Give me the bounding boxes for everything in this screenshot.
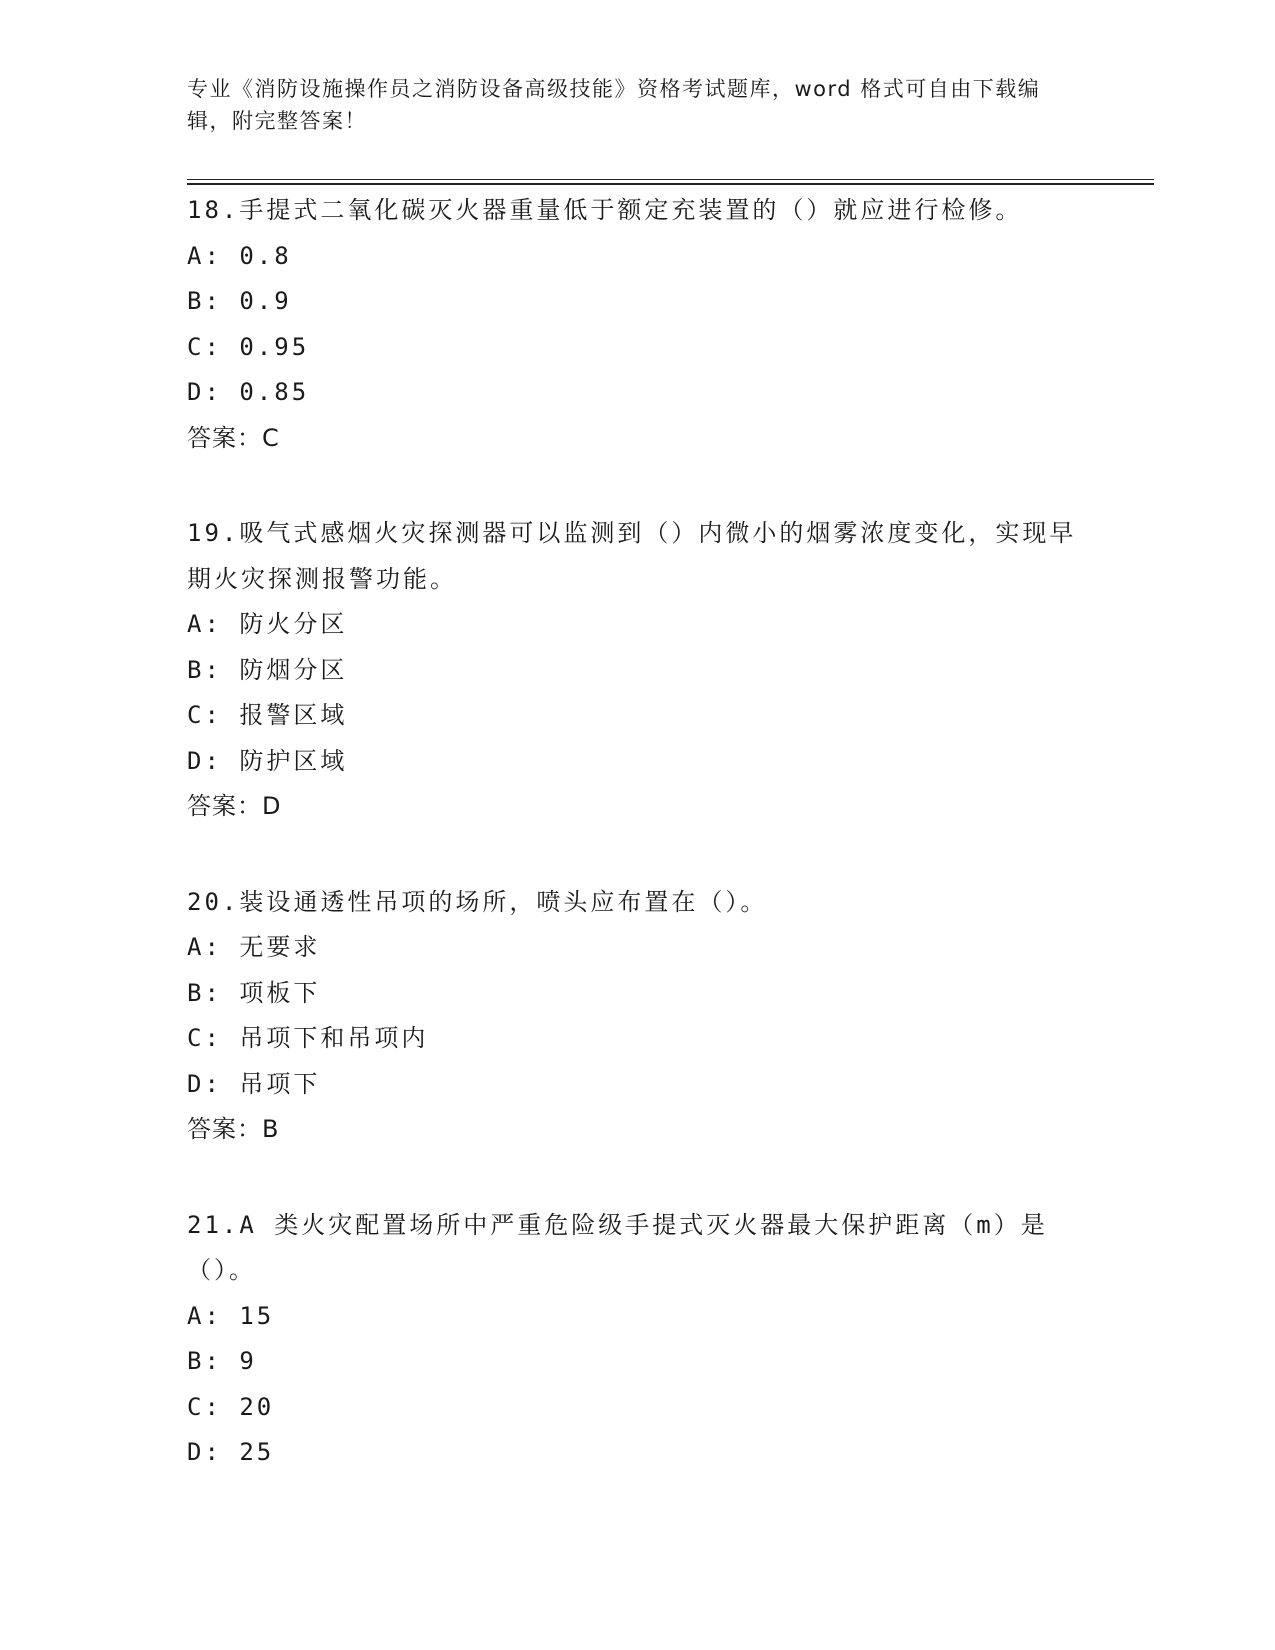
question-text: 18.手提式二氧化碳灭火器重量低于额定充装置的（）就应进行检修。	[187, 196, 1023, 224]
answer-line: 答案：B	[187, 1115, 280, 1143]
header-text: 专业《消防设施操作员之消防设备高级技能》资格考试题库，word 格式可自由下载编辑，附完整答案！	[187, 77, 1041, 133]
question-21	[187, 1203, 1087, 1476]
question-text: 19.吸气式感烟火灾探测器可以监测到（）内微小的烟雾浓度变化，实现早期火灾探测报警功能。	[187, 519, 1077, 593]
option-b: B: 0.9	[187, 287, 292, 315]
question-text: 21.A 类火灾配置场所中严重危险级手提式灭火器最大保护距离（m）是（）。	[187, 1210, 1048, 1284]
question-18	[187, 188, 1087, 461]
document-header	[187, 73, 1067, 137]
option-a: A: 防火分区	[187, 610, 348, 638]
option-a: A: 0.8	[187, 241, 292, 270]
option-d: D: 25	[187, 1438, 275, 1466]
option-d: D: 防护区域	[187, 746, 348, 775]
answer-line: 答案：C	[187, 423, 280, 452]
question-20	[187, 880, 1087, 1153]
option-a: A: 15	[187, 1301, 275, 1330]
option-c: C: 0.95	[187, 332, 310, 361]
option-c: C: 20	[187, 1392, 275, 1421]
question-list	[187, 188, 1087, 1526]
header-divider-thick	[187, 183, 1154, 185]
option-b: B: 项板下	[187, 978, 321, 1007]
option-c: C: 吊项下和吊项内	[187, 1024, 429, 1052]
option-c: C: 报警区域	[187, 701, 348, 729]
question-text: 20.装设通透性吊项的场所，喷头应布置在（）。	[187, 887, 768, 916]
option-d: D: 0.85	[187, 378, 310, 406]
answer-line: 答案：D	[187, 792, 282, 820]
header-divider-thin	[187, 179, 1154, 180]
option-a: A: 无要求	[187, 933, 321, 961]
question-19	[187, 511, 1087, 830]
option-d: D: 吊项下	[187, 1069, 321, 1098]
option-b: B: 9	[187, 1347, 257, 1375]
option-b: B: 防烟分区	[187, 655, 348, 684]
